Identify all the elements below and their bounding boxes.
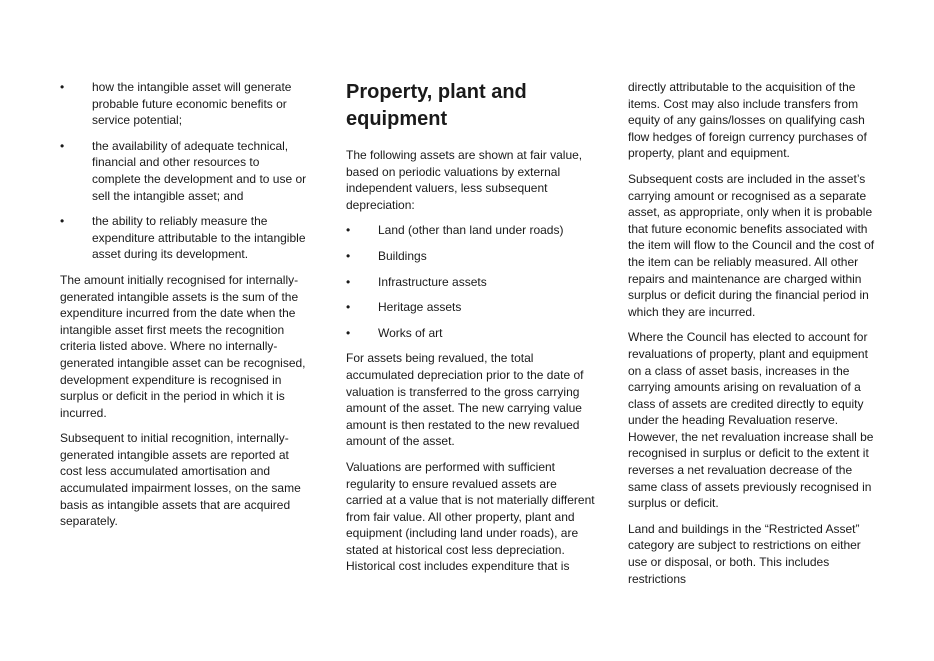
bullet-icon: • [60,80,65,94]
list-item [60,213,310,263]
bullet-icon: • [60,138,65,153]
paragraph: For assets being revalued, the total accumulated depreciation prior to the date of valuation is transferred to the gross carrying amount of the asset. The new carrying value amount is then restated to the new revalued amount of the asset. [346,351,584,449]
list-item [60,79,310,129]
bullet-icon: • [346,300,351,315]
paragraph: The amount initially recognised for internally-generated intangible assets is the sum of the expenditure incurred from the date when the intangible asset first meets the recognition criteria listed above. Where no internally-generated intangible asset can be recognised, development expenditure is recognised in surplus or deficit in the period in which it is incurred. [60,272,306,420]
paragraph: Land and buildings in the “Restricted Asset” category are subject to restrictions on either use or disposal, or both. This includes restrictions [628,521,861,586]
bullet-icon: • [346,223,351,238]
bullet-icon: • [346,248,351,263]
paragraph: Subsequent to initial recognition, internally-generated intangible assets are reported at cost less accumulated amortisation and accumulated impairment losses, on the same basis as intangible assets that are acquired separately. [60,431,301,529]
list-item [346,299,596,316]
paragraph: Subsequent costs are included in the asset’s carrying amount or recognised as a separate asset, as appropriate, only when it is probable that future economic benefits associated with the item will flow to the Council and the cost of the item can be reliably measured. All other repairs and maintenance are charged within surplus or deficit during the financial period in which they are incurred. [628,171,875,319]
intangible-criteria-list [60,79,310,263]
list-item-text: Infrastructure assets [378,274,487,289]
list-item-text: how the intangible asset will generate probable future economic benefits or service potential; [92,80,292,128]
bullet-icon: • [346,274,351,289]
list-item [346,248,596,265]
list-item-text: the ability to reliably measure the expenditure attributable to the intangible asset during its development. [92,214,306,262]
list-item [60,138,310,204]
bullet-icon: • [60,214,65,229]
paragraph: Valuations are performed with sufficient regularity to ensure revalued assets are carried at a value that is not materially different from fair value. All other property, plant and equipment (including land under roads), are stated at historical cost less depreciation. Historical cost includes expenditure that is [346,459,595,574]
column-left [60,79,310,539]
paragraph: Where the Council has elected to account for revaluations of property, plant and equipment on a class of asset basis, increases in the carrying amounts arising on revaluation of a class of assets are credited directly to equity under the heading Revaluation reserve. However, the net revaluation increase shall be recognised in surplus or deficit to the extent it reverses a net revaluation decrease of the same class of assets previously recognised in surplus or deficit. [628,330,874,511]
column-right [628,79,878,596]
list-item-text: Land (other than land under roads) [378,223,564,238]
list-item-text: Works of art [378,325,443,340]
column-middle [346,79,596,584]
list-item [346,222,596,239]
list-item [346,325,596,342]
list-item [346,274,596,291]
section-heading: Property, plant and equipment [346,81,527,130]
list-item-text: Heritage assets [378,300,462,315]
list-item-text: Buildings [378,248,427,263]
paragraph: The following assets are shown at fair value, based on periodic valuations by external independent valuers, less subsequent depreciation: [346,148,583,212]
bullet-icon: • [346,325,351,340]
paragraph: directly attributable to the acquisition of the items. Cost may also include transfers from equity of any gains/losses on qualifying cash flow hedges of foreign currency purchases of property, plant and equipment. [628,80,867,161]
fair-value-assets-list [346,222,596,341]
list-item-text: the availability of adequate technical, financial and other resources to complete the development and to use or sell the intangible asset; and [92,138,307,203]
